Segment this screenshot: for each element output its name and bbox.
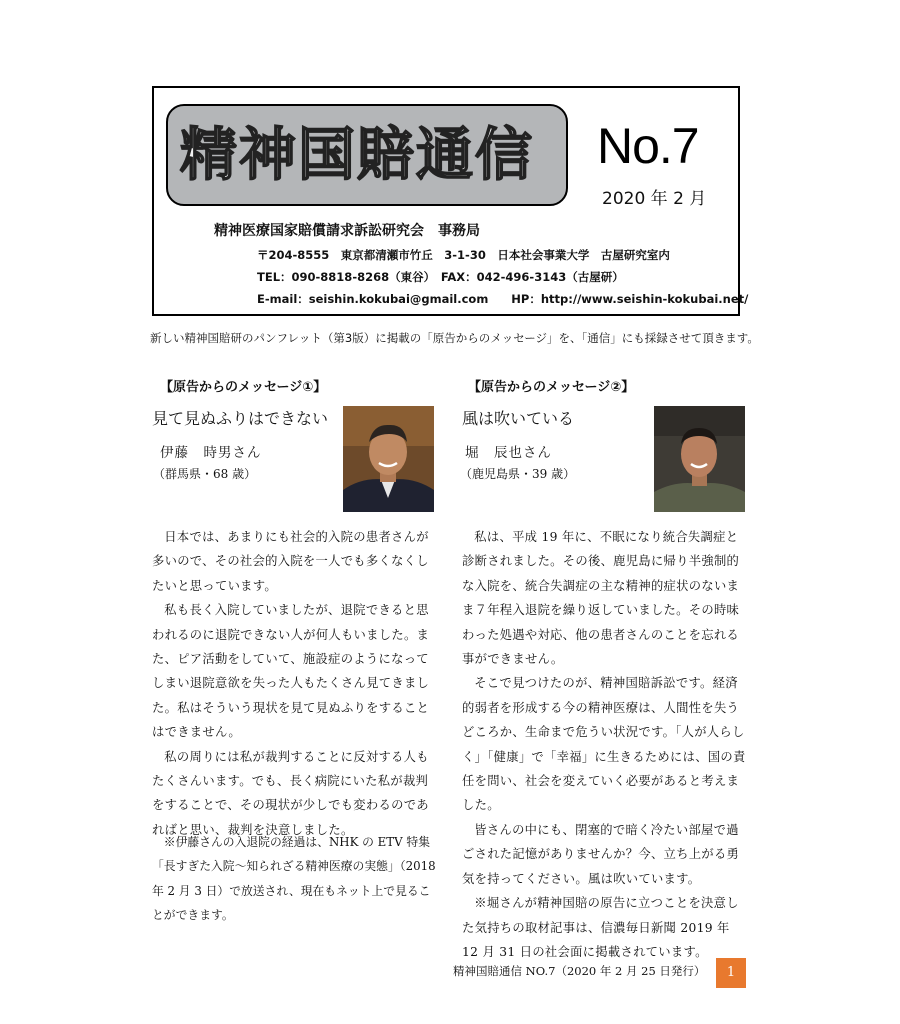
right-paragraph: 皆さんの中にも、閉塞的で暗く冷たい部屋で過ごされた記憶がありませんか？今、立ち上がる勇気を持ってください。風は吹いています。: [462, 822, 740, 886]
right-paragraph: 私は、平成 19 年に、不眠になり統合失調症と診断されました。その後、鹿児島に帰り半強制的な入院を、統合失調症の主な精神的症状のないまま７年程入退院を繰り返していました。その時味わった処遇や対応、他の患者さんのことを忘れる事ができません。: [462, 530, 740, 667]
organization-name: 精神医療国家賠償請求訴訟研究会 事務局: [214, 223, 480, 239]
newsletter-title: 精神国賠通信: [180, 122, 534, 188]
postal-address: 〒204-8555 東京都清瀬市竹丘 3-1-30 日本社会事業大学 古屋研究室内: [257, 248, 670, 262]
page-number-badge: 1: [716, 958, 746, 988]
phone-fax: TEL：090-8818-8268（東谷） FAX：042-496-3143（古屋研）: [257, 270, 624, 284]
right-author-name: 堀 辰也さん: [465, 445, 552, 461]
right-paragraph: そこで見つけたのが、精神国賠訴訟です。経済的弱者を形成する今の精神医療は、人間性を失うどころか、生命まで危うい状況です。「人が人らしく」「健康」で「幸福」に生きるためには、国の責任を問い、社会を変えていく必要があると考えました。: [462, 676, 746, 813]
left-author-location: （群馬県・68 歳）: [153, 467, 257, 481]
issue-number: No.7: [597, 118, 699, 174]
right-article-body: [462, 525, 748, 964]
left-headline: 見て見ぬふりはできない: [152, 409, 329, 428]
right-headline: 風は吹いている: [462, 409, 575, 428]
left-section-title: 【原告からのメッセージ①】: [160, 380, 327, 395]
left-note: ※伊藤さんの入退院の経過は、NHK の ETV 特集「長すぎた入院〜知られざる精神医療の実態」（2018 年 2 月 3 日）で放送され、現在もネット上で見ることができます。: [152, 835, 436, 923]
intro-text: 新しい精神国賠研のパンフレット（第3版）に掲載の「原告からのメッセージ」を、「通信」にも採録させて頂きます。: [150, 331, 759, 345]
left-author-name: 伊藤 時男さん: [160, 445, 262, 461]
left-paragraph: 日本では、あまりにも社会的入院の患者さんが多いので、その社会的入院を一人でも多くなくしたいと思っています。: [152, 530, 429, 593]
email-homepage: E-mail：seishin.kokubai@gmail.com HP：http://www.seishin-kokubai.net/: [257, 292, 749, 306]
issue-date: 2020 年 2 月: [602, 189, 707, 209]
right-author-location: （鹿児島県・39 歳）: [460, 467, 576, 481]
right-paragraph: ※堀さんが精神国賠の原告に立つことを決意した気持ちの取材記事は、信濃毎日新聞 2019 年 12 月 31 日の社会面に掲載されています。: [462, 896, 739, 959]
left-paragraph: 私も長く入院していましたが、退院できると思われるのに退院できない人が何人もいました。また、ピア活動をしていて、施設症のようになってしまい退院意欲を失った人もたくさん見てきました。私はそういう現状を見て見ぬふりをすることはできません。: [152, 603, 430, 740]
left-article-body: [152, 525, 438, 842]
left-paragraph: 私の周りには私が裁判することに反対する人もたくさんいます。でも、長く病院にいた私が裁判をすることで、その現状が少しでも変わるのであればと思い、裁判を決意しました。: [152, 749, 429, 837]
right-section-title: 【原告からのメッセージ②】: [468, 380, 635, 395]
left-author-photo: [343, 406, 434, 512]
footer-publication-info: 精神国賠通信 NO.7（2020 年 2 月 25 日発行）: [453, 964, 706, 978]
right-author-photo: [654, 406, 745, 512]
